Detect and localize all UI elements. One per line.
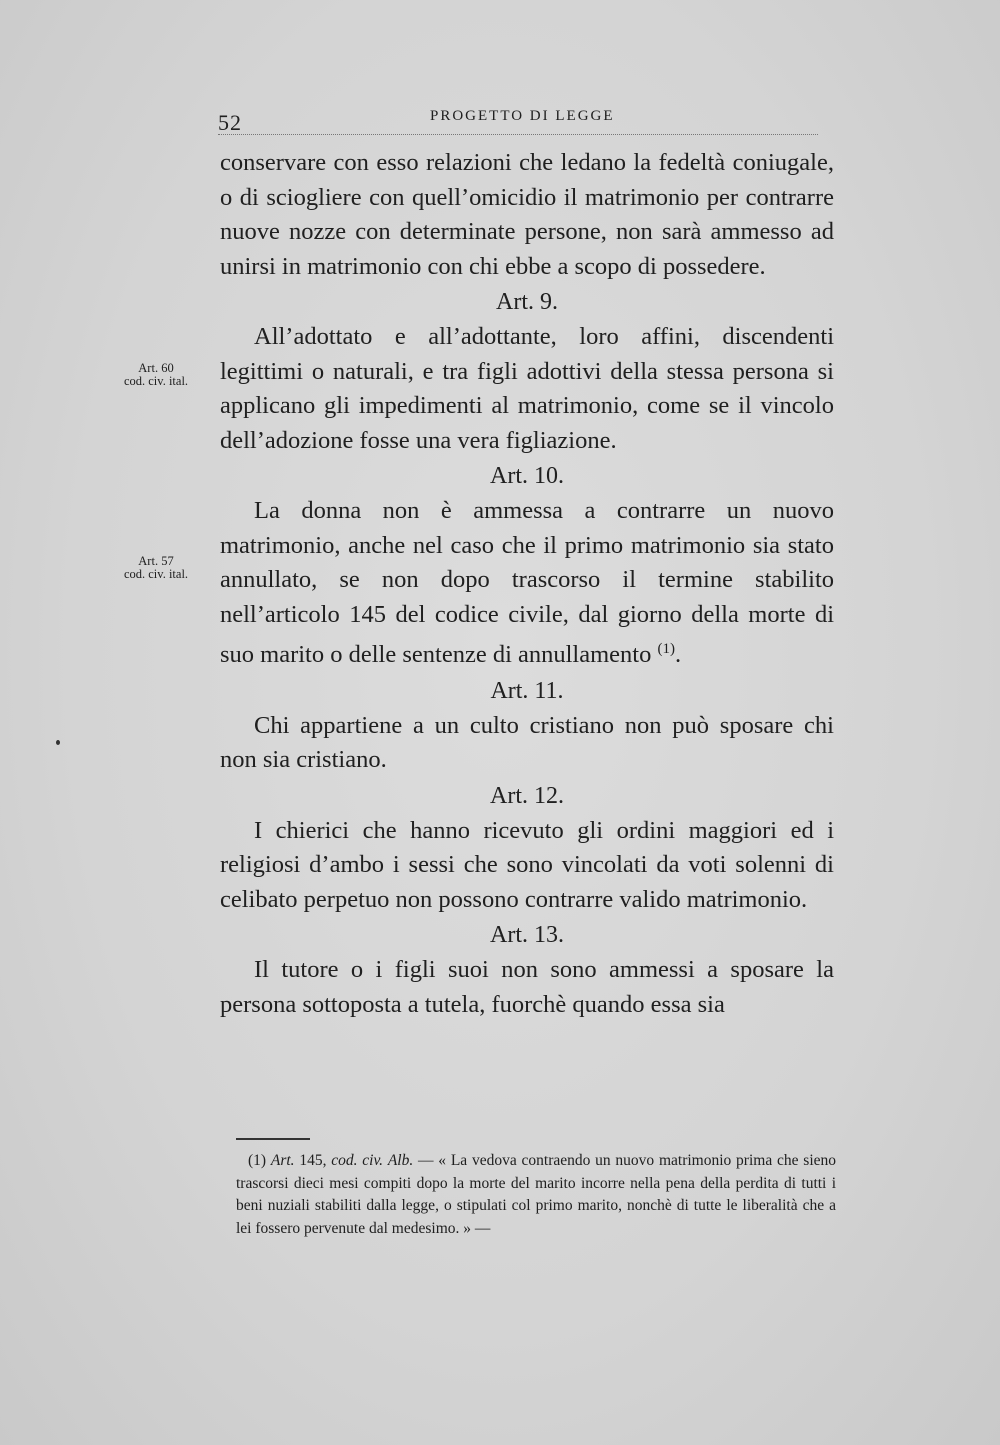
footnote-text: — « La vedova contraendo un nuovo matrimonio prima che sieno trascorsi dieci mesi compiti dopo la morte del marito incorre nella pena della perdita di tutti i beni nuziali stabiliti dalla legge, o stipulati col primo marito, nonchè di tutte le liberalità che a lei fossero pervenute dal medesimo. » —: [236, 1152, 837, 1237]
footnote: [236, 1150, 836, 1240]
margin-note-line: Art. 57: [138, 554, 174, 568]
margin-note-art-57: [108, 555, 204, 581]
footnote-separator: [236, 1138, 310, 1140]
article-9-heading: Art. 9.: [496, 289, 558, 315]
footnote-number: (1): [248, 1152, 267, 1169]
article-11-text: Chi appartiene a un culto cristiano non può sposare chi non sia cristiano.: [220, 711, 834, 774]
footnote-ref-code: cod. civ.: [331, 1152, 384, 1169]
page-header: [218, 104, 818, 135]
article-10-text: La donna non è ammessa a contrarre un nuovo matrimonio, anche nel caso che il primo matrimonio sia stato annullato, se non dopo trascorso il termine stabilito nell’articolo 145 del codice civile, dal giorno della morte di suo marito o delle sentenze di annullamento: [220, 497, 834, 669]
continuation-paragraph: conservare con esso relazioni che ledano la fedeltà coniugale, o di sciogliere con quell’omicidio il matrimonio per contrarre nuove nozze con determinate persone, non sarà ammesso ad unirsi in matrimonio con chi ebbe a scopo di possedere.: [220, 149, 834, 280]
main-text: [220, 146, 834, 1022]
article-11-heading: Art. 11.: [490, 677, 564, 704]
footnote-paragraph: [236, 1150, 836, 1240]
article-9-text: All’adottato e all’adottante, loro affini, discendenti legittimi o naturali, e tra figli adottivi della stessa persona si applicano gli impedimenti al matrimonio, come se il vincolo dell’adozione fosse una vera figliazione.: [220, 323, 834, 454]
article-10-heading: Art. 10.: [490, 463, 564, 489]
article-12-heading: Art. 12.: [490, 782, 564, 809]
article-13-text: Il tutore o i figli suoi non sono ammessi a sposare la persona sottoposta a tutela, fuorchè quando essa sia: [220, 956, 834, 1018]
page-number: 52: [218, 110, 242, 135]
article-12-text: I chierici che hanno ricevuto gli ordini maggiori ed i religiosi d’ambo i sessi che sono vincolati da voti solenni di celibato perpetuo non possono contrarre valido matrimonio.: [220, 816, 834, 913]
footnote-ref-art: Art.: [270, 1152, 295, 1169]
margin-note-line: Art. 60: [138, 361, 174, 375]
footnote-ref-num: 145,: [299, 1152, 327, 1169]
margin-note-line: cod. civ. ital.: [123, 374, 189, 388]
footnote-reference: (1): [657, 641, 675, 657]
margin-note-art-60: [108, 362, 204, 388]
article-13-heading: Art. 13.: [490, 922, 564, 949]
article-10-paragraph: [220, 494, 834, 673]
running-title: PROGETTO DI LEGGE: [430, 108, 615, 124]
footnote-ref-alb: Alb.: [387, 1152, 414, 1169]
margin-note-line: cod. civ. ital.: [123, 567, 189, 581]
ink-speck: [56, 740, 60, 745]
article-10-end: .: [674, 641, 682, 669]
